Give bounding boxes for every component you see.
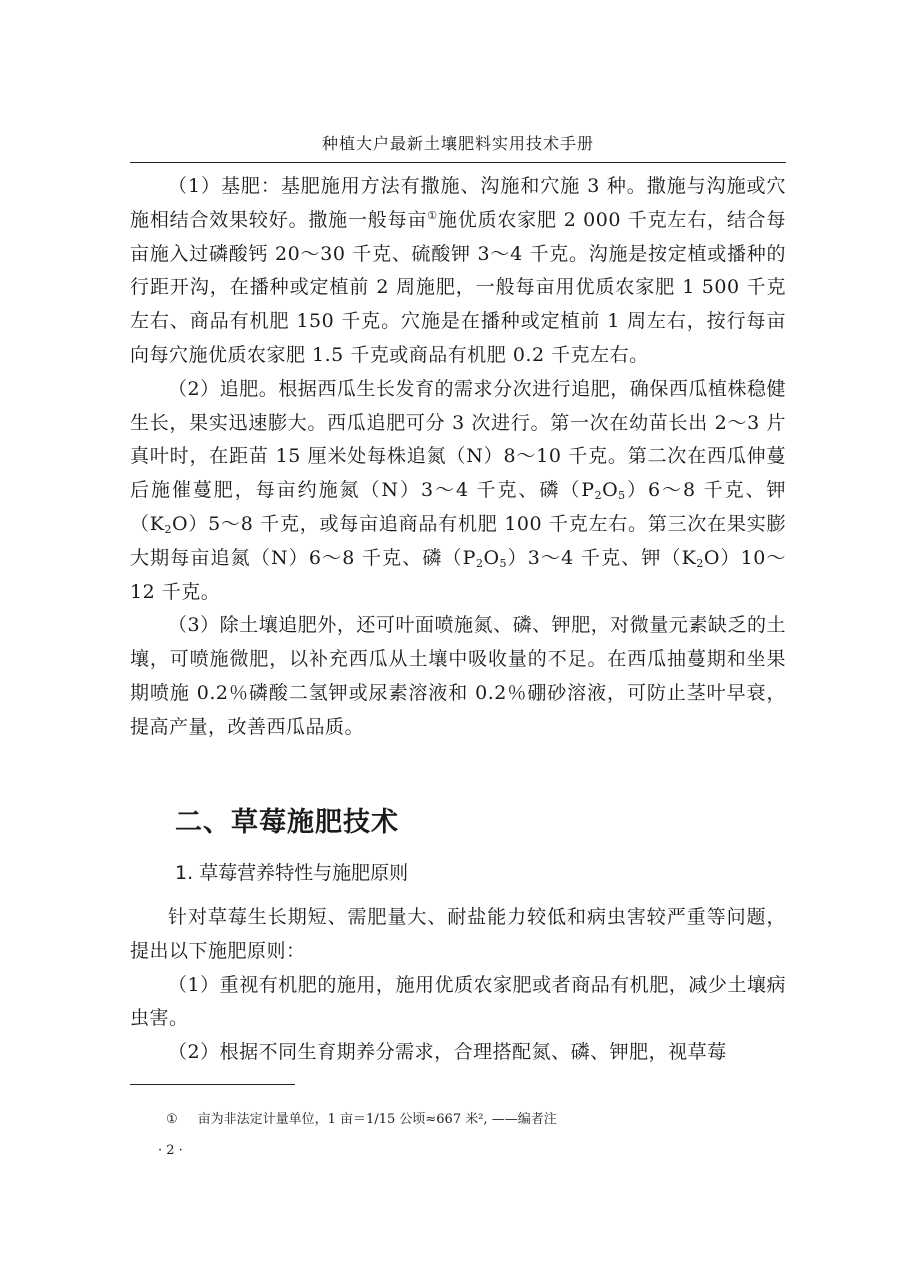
paragraph-base-fertilizer: （1）基肥：基肥施用方法有撒施、沟施和穴施 3 种。撒施与沟施或穴施相结合效果较好。撒施一般每亩①施优质农家肥 2 000 千克左右，结合每亩施入过磷酸钙 20～30 千克、硫酸钾 3～4 千克。沟施是按定植或播种的行距开沟，在播种或定植前 2 周施肥，一般每亩用优质农家肥 1 500 千克左右、商品有机肥 150 千克。穴施是在播种或定植前 1 周左右，按行每亩向每穴施优质农家肥 1.5 千克或商品有机肥 0.2 千克左右。 [130, 175, 786, 366]
watermelon-body [130, 170, 786, 745]
paragraph-foliar-spray: （3）除土壤追肥外，还可叶面喷施氮、磷、钾肥，对微量元素缺乏的土壤，可喷施微肥，以补充西瓜从土壤中吸收量的不足。在西瓜抽蔓期和坐果期喷施 0.2％磷酸二氢钾或尿素溶液和 0.2％硼砂溶液，可防止茎叶早衰，提高产量，改善西瓜品质。 [130, 614, 786, 738]
section-title: 二、草莓施肥技术 [175, 807, 399, 838]
paragraph-intro: 针对草莓生长期短、需肥量大、耐盐能力较低和病虫害较严重等问题，提出以下施肥原则： [130, 906, 786, 962]
footnote [166, 1108, 557, 1127]
paragraph-principle-1: （1）重视有机肥的施用，施用优质农家肥或者商品有机肥，减少土壤病虫害。 [130, 973, 786, 1030]
paragraph-principle-2: （2）根据不同生育期养分需求，合理搭配氮、磷、钾肥，视草莓 [168, 1041, 727, 1064]
footnote-text: 亩为非法定计量单位，1 亩＝1/15 公顷≈667 米², ——编者注 [197, 1112, 557, 1127]
running-title: 种植大户最新土壤肥料实用技术手册 [321, 134, 594, 153]
footnote-mark: ① [166, 1112, 178, 1127]
paragraph-topdressing: （2）追肥。根据西瓜生长发育的需求分次进行追肥，确保西瓜植株稳健生长，果实迅速膨大。西瓜追肥可分 3 次进行。第一次在幼苗长出 2～3 片真叶时，在距苗 15 厘米处每株追氮（N）8～10 千克。第二次在西瓜伸蔓后施催蔓肥，每亩约施氮（N）3～4 千克、磷$(P_2O_5)6\sim 8$ 千克、钾$(K_2O)5\sim 8$ 千克，或每亩追商品有机肥 100 千克左右。第三次在果实膨大期每亩追氮（N）6～8 千克、磷$(P_2O_5)3\sim 4$ 千克、钾$(K_2O)10\sim 12$ 千克。 [130, 377, 787, 603]
header-rule [130, 162, 786, 163]
page-number: · 2 · [158, 1143, 183, 1158]
subsection-title: 1. 草莓营养特性与施肥原则 [175, 862, 409, 884]
strawberry-body [130, 901, 786, 1070]
footnote-rule [130, 1084, 295, 1085]
footnote-ref[interactable]: ① [427, 208, 438, 222]
